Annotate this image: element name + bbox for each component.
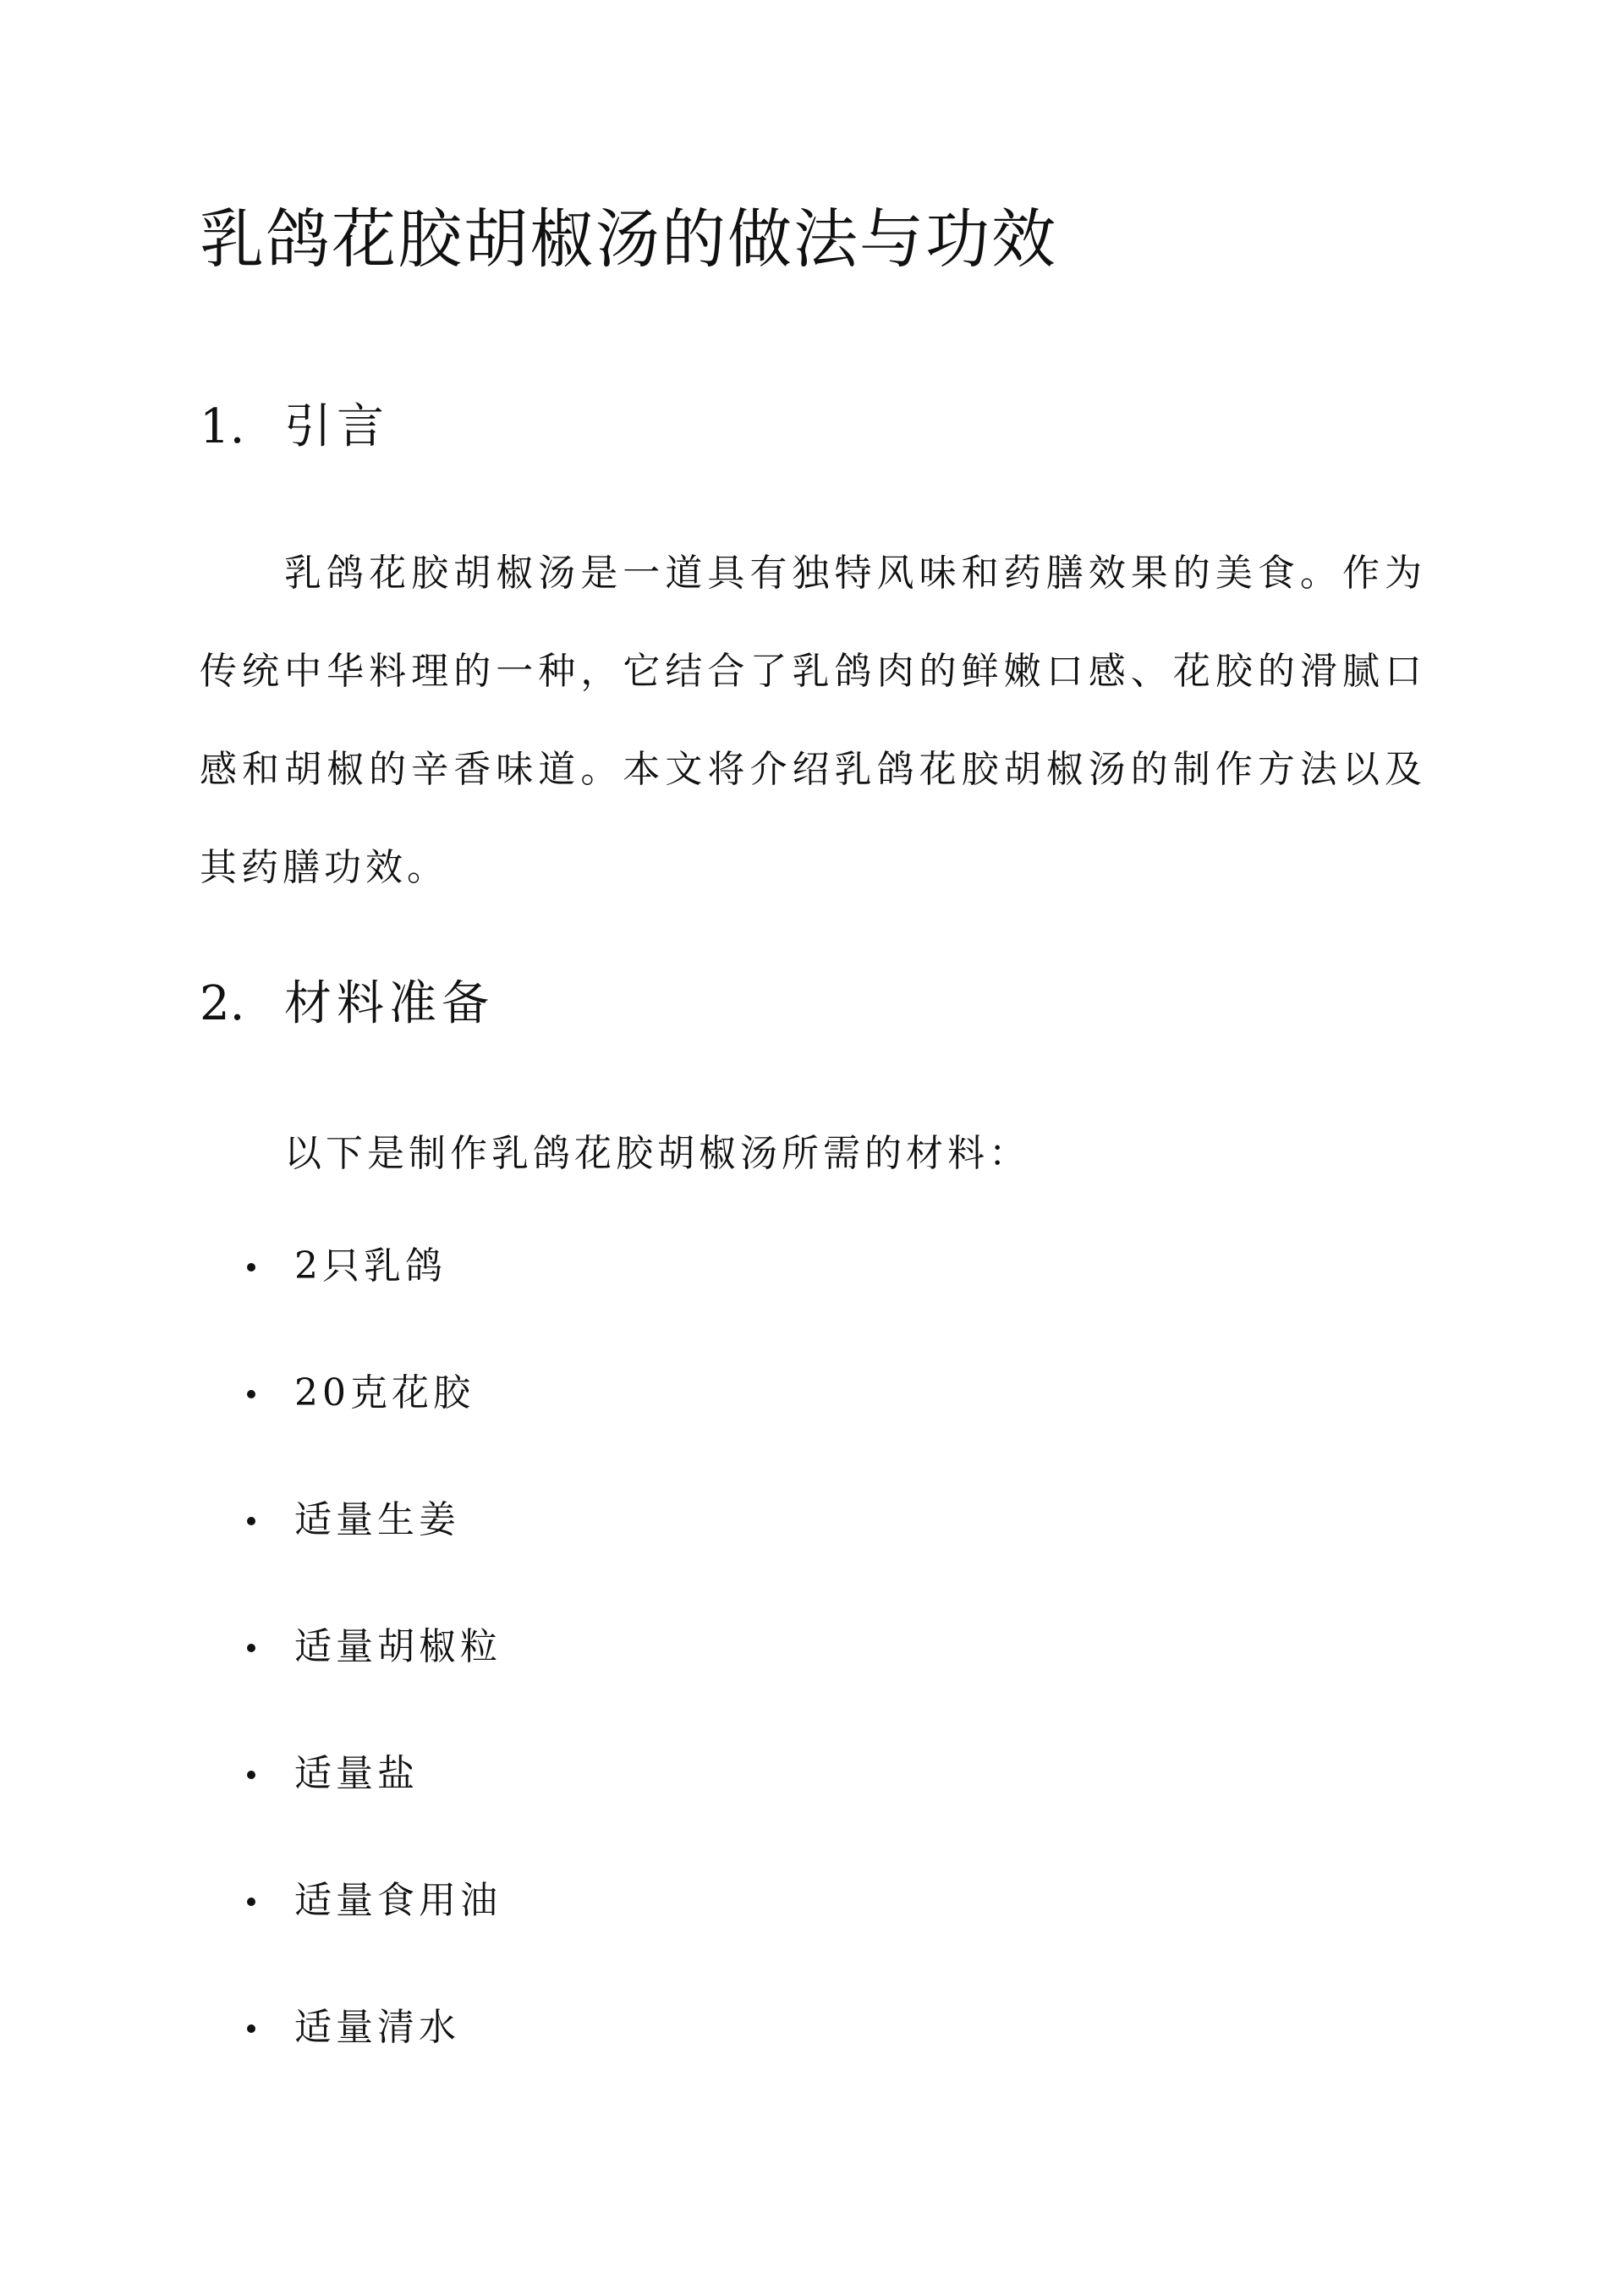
bullet-icon	[247, 1517, 255, 1525]
bullet-icon	[247, 2024, 255, 2033]
ingredient-label: 2只乳鸽	[294, 1244, 447, 1288]
ingredient-label: 适量食用油	[294, 1879, 502, 1922]
ingredient-label: 适量生姜	[294, 1498, 460, 1541]
bullet-icon	[247, 1644, 255, 1652]
section-heading-introduction	[200, 398, 389, 457]
ingredient-label: 适量胡椒粒	[294, 1625, 502, 1668]
ingredient-label: 20克花胶	[294, 1371, 475, 1414]
bullet-icon	[247, 1390, 255, 1398]
section-heading-materials	[200, 975, 494, 1034]
document-title: 乳鸽花胶胡椒汤的做法与功效	[200, 201, 1057, 277]
bullet-icon	[247, 1898, 255, 1906]
ingredient-label: 适量盐	[294, 1752, 419, 1795]
section-title: 引言	[284, 399, 389, 454]
bullet-icon	[247, 1263, 255, 1272]
section-number: 1.	[200, 399, 245, 454]
materials-intro-paragraph: 以下是制作乳鸽花胶胡椒汤所需的材料：	[284, 1132, 1030, 1175]
section-title: 材料准备	[284, 976, 494, 1031]
bullet-icon	[247, 1771, 255, 1779]
introduction-paragraph: 乳鸽花胶胡椒汤是一道具有独特风味和药膳效果的美食。作为传统中华料理的一种，它结合了乳鸽肉的鲜嫩口感、花胶的滑腻口感和胡椒的辛香味道。本文将介绍乳鸽花胶胡椒汤的制作方法以及其药膳功效。	[200, 552, 1426, 889]
ingredient-label: 适量清水	[294, 2006, 460, 2049]
section-number: 2.	[200, 976, 245, 1031]
